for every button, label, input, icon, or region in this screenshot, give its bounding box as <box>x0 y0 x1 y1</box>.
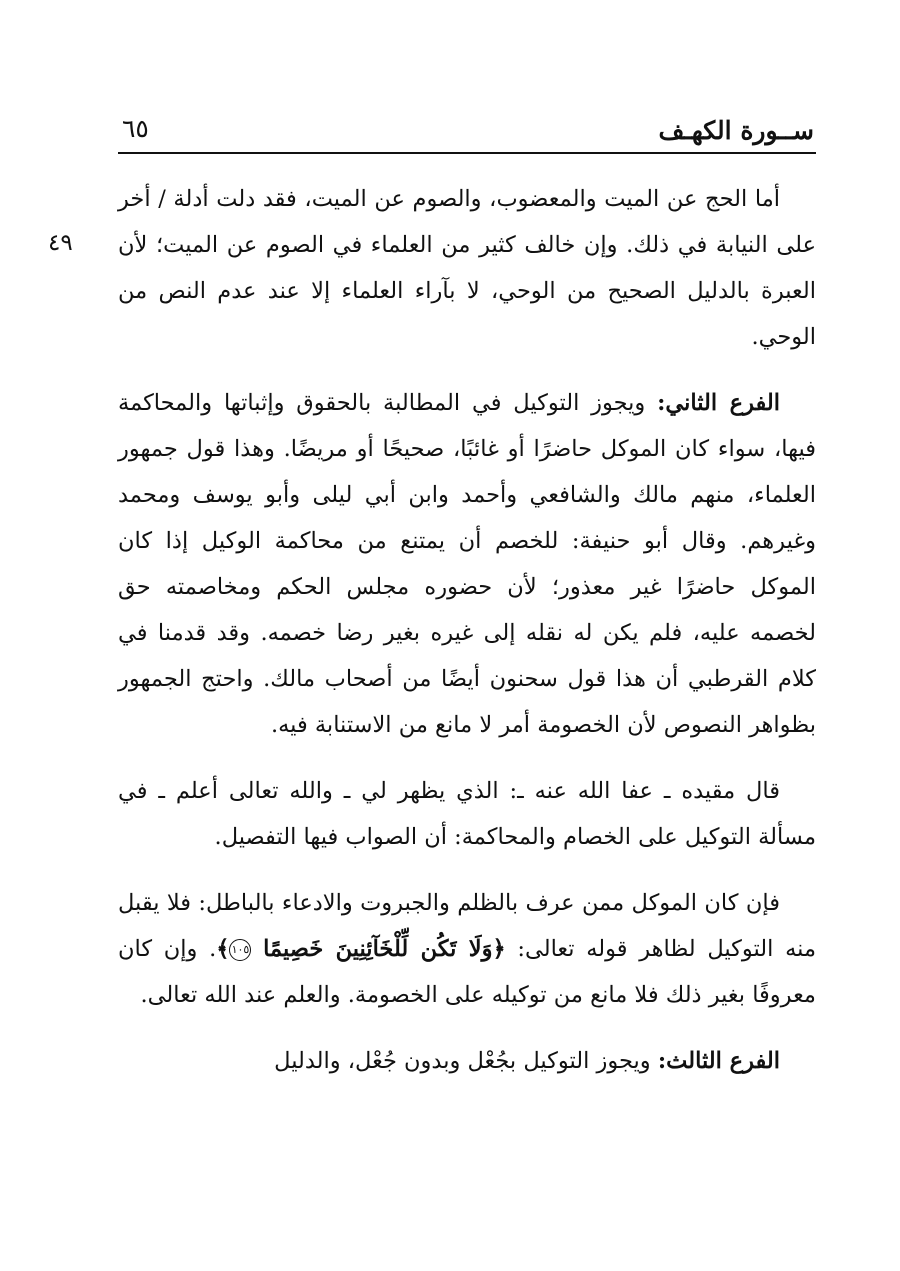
section-heading-second-branch: الفرع الثاني: <box>657 390 780 416</box>
surah-title: ســورة الكهـف <box>658 116 814 145</box>
paragraph-5-text: ويجوز التوكيل بجُعْل وبدون جُعْل، والدليل <box>274 1048 658 1074</box>
paragraph-1 <box>118 176 816 360</box>
paragraph-2 <box>118 380 816 748</box>
quran-verse-close: ﴾ <box>216 936 230 962</box>
page-number: ٦٥ <box>122 114 149 143</box>
body-text <box>118 176 816 1084</box>
section-heading-third-branch: الفرع الثالث: <box>657 1048 780 1074</box>
paragraph-1-text: أما الحج عن الميت والمعضوب، والصوم عن الميت، فقد دلت أدلة / أخر على النيابة في ذلك. وإن خالف كثير من العلماء في الصوم عن الميت؛ لأن العبرة بالدليل الصحيح من الوحي، لا بآراء العلماء إلا عند عدم النص من الوحي. <box>118 186 816 350</box>
paragraph-3-text: قال مقيده ـ عفا الله عنه ـ: الذي يظهر لي ـ والله تعالى أعلم ـ في مسألة التوكيل على الخصام والمحاكمة: أن الصواب فيها التفصيل. <box>118 778 816 850</box>
page-header <box>118 108 816 154</box>
paragraph-2-text: ويجوز التوكيل في المطالبة بالحقوق وإثباتها والمحاكمة فيها، سواء كان الموكل حاضرًا أو غائبًا، صحيحًا أو مريضًا. وهذا قول جمهور العلماء، منهم مالك والشافعي وأحمد وابن أبي ليلى وأبو يوسف ومحمد وغيرهم. وقال أبو حنيفة: للخصم أن يمتنع من محاكمة الوكيل إذا كان الموكل حاضرًا غير معذور؛ لأن حضوره مجلس الحكم ومخاصمته حق لخصمه عليه، فلم يكن له نقله إلى غيره بغير رضا خصمه. وقد قدمنا في كلام القرطبي أن هذا قول سحنون أيضًا من أصحاب مالك. واحتج الجمهور بظواهر النصوص لأن الخصومة أمر لا مانع من الاستنابة فيه. <box>118 390 816 738</box>
quran-verse: ﴿وَلَا تَكُن لِّلْخَآئِنِينَ خَصِيمًا <box>263 936 506 962</box>
margin-page-reference: ٤٩ <box>48 230 73 256</box>
paragraph-3 <box>118 768 816 860</box>
paragraph-5 <box>118 1038 816 1084</box>
paragraph-4-text-end: . وإن كان معروفًا بغير ذلك فلا مانع من توكيله على الخصومة. والعلم عند الله تعالى. <box>118 936 816 1008</box>
paragraph-4-text-start: فإن كان الموكل ممن عرف بالظلم والجبروت والادعاء بالباطل: فلا يقبل منه التوكيل لظاهر قوله تعالى: <box>118 890 816 962</box>
paragraph-4 <box>118 880 816 1018</box>
verse-number-marker: ١٠٥ <box>229 939 251 961</box>
